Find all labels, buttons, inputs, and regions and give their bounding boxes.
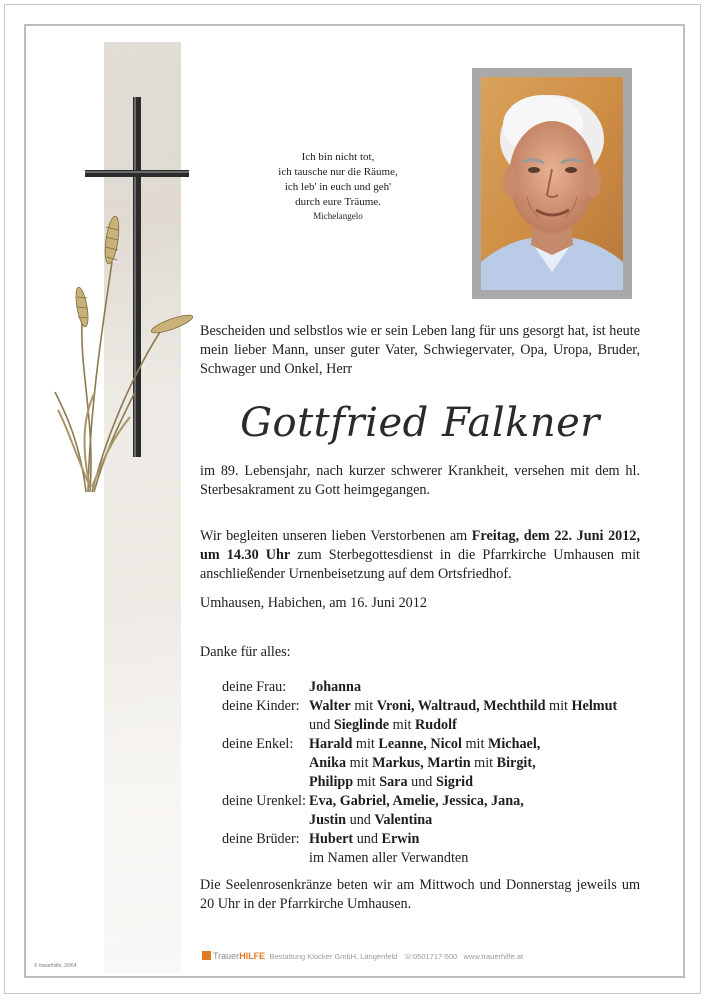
portrait-frame — [472, 68, 632, 299]
quote-author: Michelangelo — [313, 211, 363, 221]
quote-line: Ich bin nicht tot, — [301, 151, 375, 163]
brand-name: Trauer — [213, 951, 240, 961]
family-value: Walter mit Vroni, Waltraud, Mechthild mit Helmut — [309, 698, 618, 714]
family-label: deine Enkel: — [222, 736, 294, 752]
intro-text-block — [200, 322, 640, 379]
family-label: deine Brüder: — [222, 831, 300, 847]
family-value: und Sieglinde mit Rudolf — [309, 717, 457, 733]
brand-name-accent: HILFE — [239, 951, 266, 961]
intro-text: Bescheiden und selbstlos wie er sein Leben lang für uns gesorgt hat, ist heute mein lieber Mann, unser guter Vater, Schwiegervater, Opa, Uropa, Bruder, Schwager und Onkel, Herr — [200, 323, 640, 377]
rosary-block — [200, 876, 640, 914]
thanks-text: Danke für alles: — [200, 644, 291, 660]
family-value: Harald mit Leanne, Nicol mit Michael, — [309, 736, 541, 752]
family-value: Philipp mit Sara und Sigrid — [309, 774, 473, 790]
cross-with-wheat-icon — [50, 92, 200, 502]
family-value: Eva, Gabriel, Amelie, Jessica, Jana, — [309, 793, 524, 809]
rosary-text: Die Seelenrosenkränze beten wir am Mittwoch und Donnerstag jeweils um 20 Uhr in der Pfarrkirche Umhausen. — [200, 877, 640, 912]
funeral-info-block — [200, 527, 640, 584]
family-label: deine Kinder: — [222, 698, 300, 714]
family-value: Justin und Valentina — [309, 812, 433, 828]
funeral-text-part: zum Sterbegottesdienst in die Pfarrkirche Umhausen mit anschließender Urnenbeisetzung auf dem Ortsfriedhof. — [200, 547, 640, 582]
family-value: Anika mit Markus, Martin mit Birgit, — [309, 755, 536, 771]
funeral-date-time: Freitag, dem 22. Juni 2012, um 14.30 Uhr — [200, 528, 640, 563]
thanks-block — [200, 643, 640, 662]
funeral-text-part: Wir begleiten unseren lieben Verstorbenen am — [200, 528, 472, 544]
portrait-photo — [481, 77, 623, 290]
footer-company: Bestattung Klocker GmbH, Längenfeld — [269, 952, 398, 961]
family-label: deine Frau: — [222, 679, 287, 695]
family-value: Hubert und Erwin — [309, 831, 420, 847]
quote-line: durch eure Träume. — [295, 196, 381, 208]
funeral-info-text — [200, 527, 640, 584]
trauerhilfe-logo-icon — [202, 951, 211, 960]
death-notice-block — [200, 462, 640, 500]
quote-line: ich tausche nur die Räume, — [278, 166, 398, 178]
death-notice-text: im 89. Lebensjahr, nach kurzer schwerer Krankheit, versehen mit dem hl. Sterbesakrament zu Gott heimgegangen. — [200, 463, 640, 498]
family-label: deine Urenkel: — [222, 793, 306, 809]
quote-block — [258, 150, 418, 223]
footer-website[interactable]: www.trauerhilfe.at — [463, 952, 524, 961]
place-date-block — [200, 594, 640, 613]
copyright: © trauerhilfe, 30/64 — [34, 963, 77, 969]
place-date-text: Umhausen, Habichen, am 16. Juni 2012 — [200, 595, 427, 611]
footer — [202, 951, 523, 961]
deceased-name: Gottfried Falkner — [240, 400, 600, 446]
family-value: Johanna — [309, 679, 362, 695]
quote-line: ich leb' in euch und geh' — [284, 181, 392, 193]
footer-phone: ☏0501717-500 — [403, 952, 458, 961]
family-value: im Namen aller Verwandten — [309, 850, 469, 866]
